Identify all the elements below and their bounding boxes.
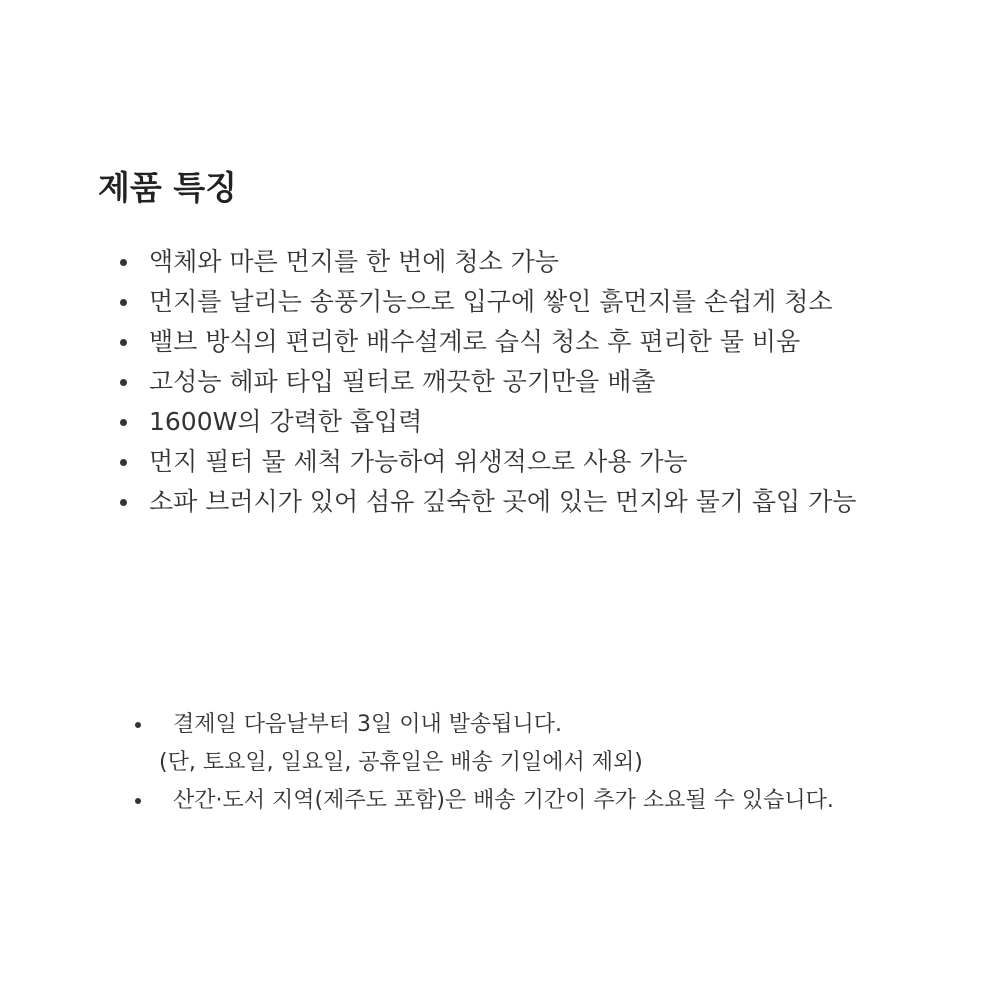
list-item [120,282,856,322]
bullet-icon [120,259,127,266]
bullet-icon [120,499,127,506]
bullet-icon [120,299,127,306]
shipping-remote-area-text: 산간·도서 지역(제주도 포함)은 배송 기간이 추가 소요될 수 있습니다. [173,788,834,813]
bullet-icon [120,419,127,426]
bullet-icon [120,339,127,346]
list-item [120,442,856,482]
list-item [120,322,856,362]
bullet-icon [120,459,127,466]
list-item-text: 먼지 필터 물 세척 가능하여 위생적으로 사용 가능 [149,447,688,476]
list-item [120,362,856,402]
list-item-text: 고성능 헤파 타입 필터로 깨끗한 공기만을 배출 [149,367,656,396]
list-item-text: 밸브 방식의 편리한 배수설계로 습식 청소 후 편리한 물 비움 [149,327,801,356]
list-item-text: 소파 브러시가 있어 섬유 깊숙한 곳에 있는 먼지와 물기 흡입 가능 [149,487,857,516]
list-item-text: 먼지를 날리는 송풍기능으로 입구에 쌓인 흙먼지를 손쉽게 청소 [149,287,833,316]
list-item-text: 액체와 마른 먼지를 한 번에 청소 가능 [149,247,559,276]
list-item-text: 1600W의 강력한 흡입력 [149,407,423,436]
bullet-icon [120,379,127,386]
shipping-exception-text: (단, 토요일, 일요일, 공휴일은 배송 기일에서 제외) [159,750,643,775]
features-title: 제품 특징 [98,168,238,207]
list-item [120,402,856,442]
list-item [120,482,856,522]
features-list [120,242,856,522]
bullet-icon [135,798,141,804]
list-item [120,242,856,282]
shipping-dispatch-text: 결제일 다음날부터 3일 이내 발송됩니다. [173,712,562,737]
bullet-icon [135,722,141,728]
